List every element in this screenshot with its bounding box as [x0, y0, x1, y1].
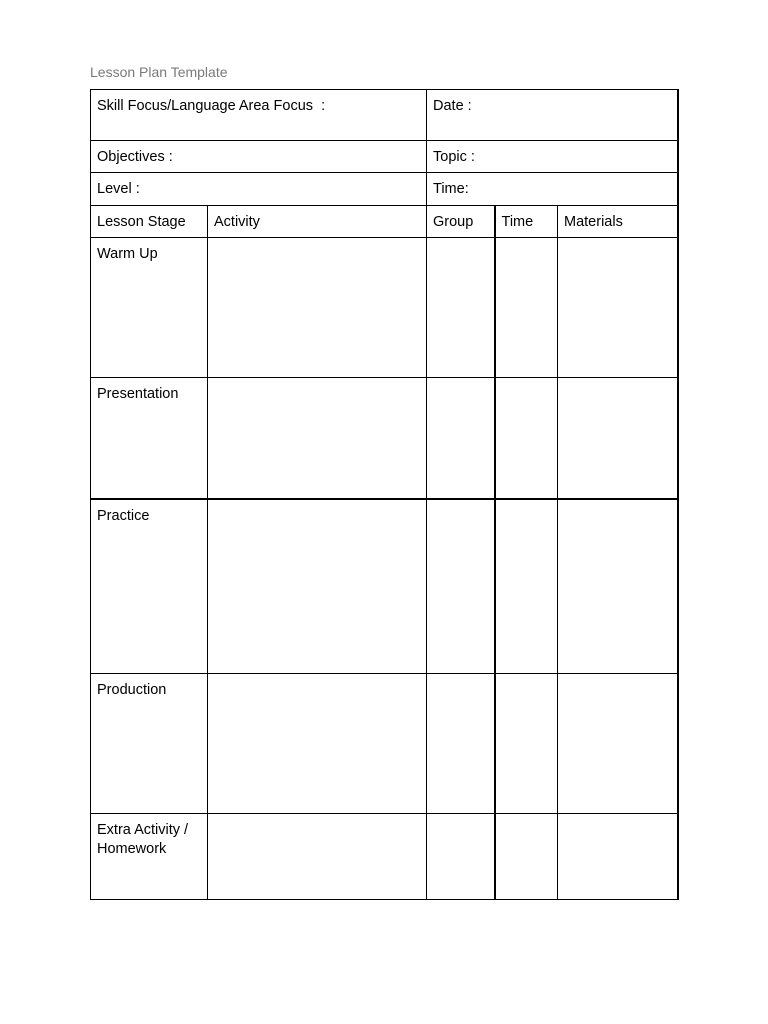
- skill-focus-row: [91, 90, 678, 141]
- stage-label: Production: [97, 682, 167, 698]
- stage-label: Extra Activity / Homework: [97, 822, 193, 857]
- skill-focus-label: Skill Focus/Language Area Focus :: [97, 98, 326, 114]
- materials-cell[interactable]: [558, 499, 678, 674]
- stage-label: Warm Up: [97, 246, 158, 262]
- level-row: [91, 173, 678, 206]
- col-header-materials-label: Materials: [564, 214, 623, 230]
- time-cell[interactable]: [495, 674, 558, 814]
- time-cell[interactable]: [495, 238, 558, 378]
- materials-cell[interactable]: [558, 814, 678, 900]
- column-header-row: [91, 206, 678, 238]
- document-title: Lesson Plan Template: [90, 64, 228, 80]
- level-field[interactable]: [91, 173, 427, 206]
- date-field[interactable]: [427, 90, 678, 141]
- stage-cell-production: [91, 674, 208, 814]
- group-cell[interactable]: [427, 499, 495, 674]
- time-cell[interactable]: [495, 378, 558, 499]
- group-cell[interactable]: [427, 814, 495, 900]
- col-header-lesson-stage: [91, 206, 208, 238]
- date-label: Date :: [433, 98, 472, 114]
- group-cell[interactable]: [427, 378, 495, 499]
- table-row: [91, 238, 678, 378]
- col-header-activity: [208, 206, 427, 238]
- col-header-group: [427, 206, 495, 238]
- group-cell[interactable]: [427, 238, 495, 378]
- time-field[interactable]: [427, 173, 678, 206]
- time-cell[interactable]: [495, 814, 558, 900]
- skill-focus-field[interactable]: [91, 90, 427, 141]
- col-header-time: [495, 206, 558, 238]
- col-header-lesson-stage-label: Lesson Stage: [97, 214, 186, 230]
- time-cell[interactable]: [495, 499, 558, 674]
- col-header-materials: [558, 206, 678, 238]
- table-row: [91, 499, 678, 674]
- time-label: Time:: [433, 181, 469, 197]
- activity-cell[interactable]: [208, 378, 427, 499]
- col-header-time-label: Time: [501, 214, 534, 230]
- table-row: [91, 674, 678, 814]
- group-cell[interactable]: [427, 674, 495, 814]
- table-row: [91, 814, 678, 900]
- objectives-row: [91, 141, 678, 173]
- objectives-label: Objectives :: [97, 149, 173, 165]
- stage-cell-warm-up: [91, 238, 208, 378]
- stage-cell-extra-activity-homework: [91, 814, 208, 900]
- topic-label: Topic :: [433, 149, 475, 165]
- table-row: [91, 378, 678, 499]
- stage-label: Presentation: [97, 386, 179, 402]
- stage-label: Practice: [97, 507, 150, 524]
- stage-cell-practice: [91, 499, 208, 674]
- objectives-field[interactable]: [91, 141, 427, 173]
- activity-cell[interactable]: [208, 238, 427, 378]
- materials-cell[interactable]: [558, 238, 678, 378]
- lesson-plan-table: [90, 89, 679, 900]
- materials-cell[interactable]: [558, 674, 678, 814]
- activity-cell[interactable]: [208, 814, 427, 900]
- col-header-activity-label: Activity: [214, 214, 260, 230]
- materials-cell[interactable]: [558, 378, 678, 499]
- topic-field[interactable]: [427, 141, 678, 173]
- activity-cell[interactable]: [208, 499, 427, 674]
- stage-cell-presentation: [91, 378, 208, 499]
- col-header-group-label: Group: [433, 214, 474, 230]
- level-label: Level :: [97, 181, 140, 197]
- activity-cell[interactable]: [208, 674, 427, 814]
